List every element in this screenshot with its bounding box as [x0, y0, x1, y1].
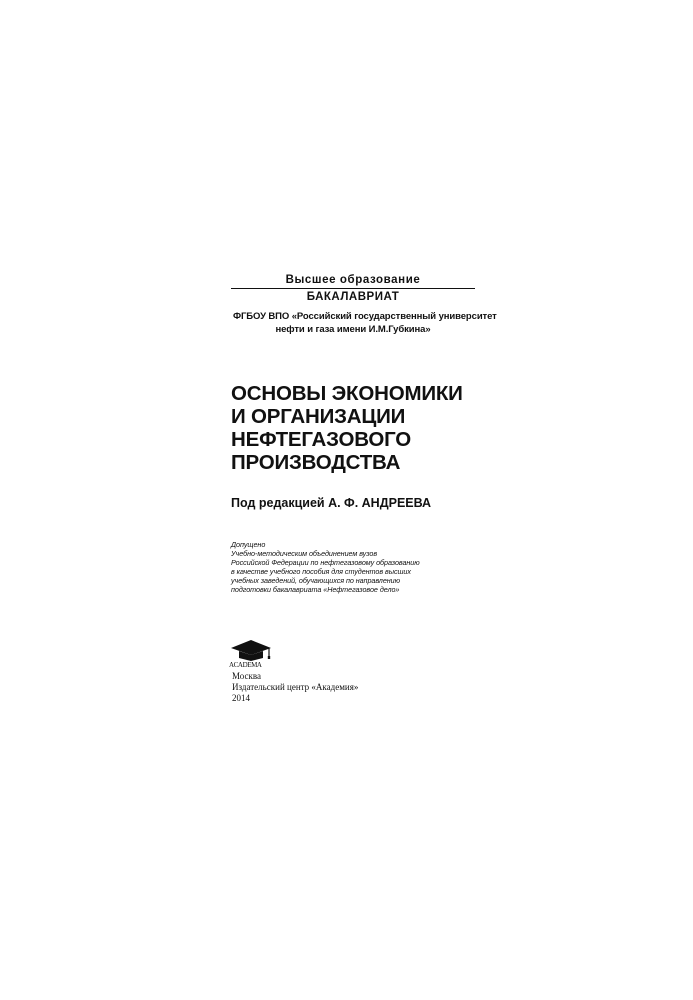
organization-line: нефти и газа имени И.М.Губкина» — [275, 324, 431, 335]
logo-wordmark: ACADEMA — [229, 661, 262, 669]
approval-note — [231, 540, 491, 594]
approval-line: Учебно-методическим объединением вузов — [231, 549, 378, 558]
organization-line: ФГБОУ ВПО «Российский государственный университет — [233, 311, 497, 322]
approval-line: учебных заведений, обучающихся по направлению — [231, 576, 400, 585]
book-title-line: НЕФТЕГАЗОВОГО — [231, 428, 411, 451]
approval-line: Российской Федерации по нефтегазовому образованию — [231, 558, 420, 567]
academia-cap-icon — [229, 636, 273, 662]
imprint-city: Москва — [232, 671, 261, 681]
series-name: Высшее образование — [285, 274, 421, 286]
approval-line: подготовки бакалавриата «Нефтегазовое дело» — [231, 585, 400, 594]
imprint-publisher: Издательский центр «Академия» — [232, 682, 359, 692]
imprint-year: 2014 — [232, 693, 250, 703]
approval-line: в качестве учебного пособия для студентов высших — [231, 567, 411, 576]
book-title-line: ПРОИЗВОДСТВА — [231, 451, 401, 474]
approval-line: Допущено — [231, 540, 266, 549]
series-level: БАКАЛАВРИАТ — [306, 291, 400, 303]
editor-credit: Под редакцией А. Ф. АНДРЕЕВА — [231, 496, 432, 510]
book-title-line: ОСНОВЫ ЭКОНОМИКИ — [231, 382, 463, 405]
organization — [233, 310, 497, 336]
series-block — [231, 273, 475, 304]
series-divider — [231, 288, 475, 289]
book-title-line: И ОРГАНИЗАЦИИ — [231, 405, 406, 428]
book-title — [231, 382, 491, 474]
academia-logo-icon — [229, 636, 273, 670]
imprint — [232, 671, 432, 704]
